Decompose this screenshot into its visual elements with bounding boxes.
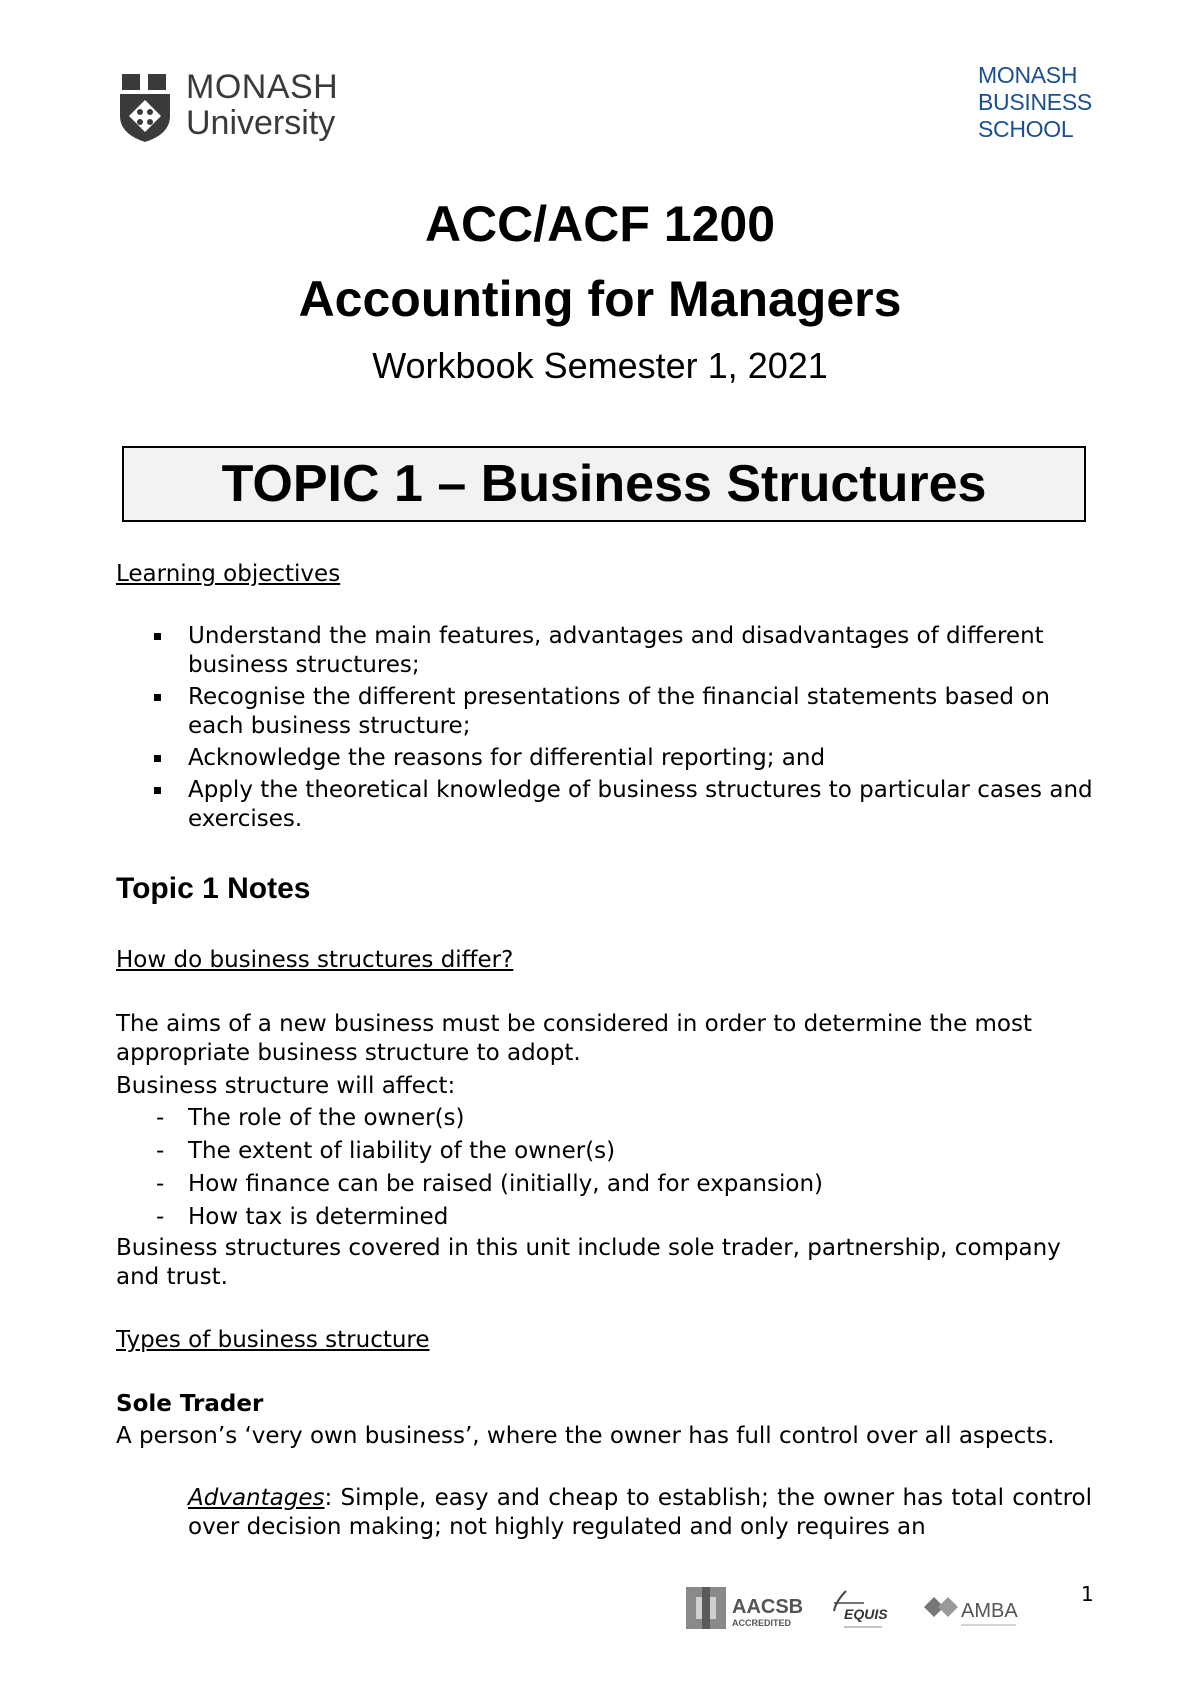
list-item	[150, 622, 1110, 680]
dash-bullet-icon: -	[156, 1204, 165, 1230]
sole-trader-heading: Sole Trader	[116, 1391, 264, 1417]
advantages-label: Advantages	[188, 1485, 325, 1511]
objective-text: Acknowledge the reasons for differential reporting; and	[188, 745, 826, 771]
affect-item-text: The extent of liability of the owner(s)	[188, 1138, 616, 1164]
differ-subheading: How do business structures differ?	[116, 947, 514, 973]
dash-bullet-icon: -	[156, 1171, 165, 1197]
logo-text-university: University	[186, 104, 336, 142]
monash-crest-icon	[116, 72, 174, 144]
aacsb-text: AACSB	[732, 1596, 804, 1618]
topic-banner: TOPIC 1 – Business Structures	[122, 446, 1086, 522]
bullet-icon	[154, 633, 161, 640]
list-item	[150, 1170, 823, 1199]
course-name: Accounting for Managers	[298, 271, 902, 327]
workbook-subtitle: Workbook Semester 1, 2021	[372, 345, 828, 386]
bullet-icon	[154, 755, 161, 762]
page-number: 1	[1081, 1582, 1094, 1606]
learning-objectives-heading: Learning objectives	[116, 561, 341, 587]
affect-item-text: How tax is determined	[188, 1204, 449, 1230]
business-school-logo	[978, 62, 1118, 143]
advantages-text: : Simple, easy and cheap to establish; the owner has total control over decision making; not highly regulated and only requires an	[188, 1485, 1092, 1540]
accreditation-logos	[686, 1585, 1038, 1633]
bullet-icon	[154, 787, 161, 794]
aims-paragraph: The aims of a new business must be considered in order to determine the most appropriate business structure to adopt.	[116, 1011, 1033, 1066]
sole-trader-definition: A person’s ‘very own business’, where the owner has full control over all aspects.	[116, 1423, 1055, 1449]
logo-text-monash: MONASH	[186, 68, 339, 106]
list-item	[150, 1137, 823, 1166]
objective-text: Understand the main features, advantages and disadvantages of different business structures;	[188, 623, 1044, 678]
advantages-paragraph	[188, 1484, 1092, 1542]
equis-text: EQUIS	[844, 1606, 888, 1622]
school-logo-line: BUSINESS	[978, 89, 1092, 115]
objective-text: Apply the theoretical knowledge of business structures to particular cases and exercises.	[188, 777, 1093, 832]
affect-item-text: How finance can be raised (initially, and for expansion)	[188, 1171, 823, 1197]
covered-paragraph: Business structures covered in this unit include sole trader, partnership, company and trust.	[116, 1235, 1061, 1290]
affect-intro: Business structure will affect:	[116, 1073, 456, 1099]
accredited-text: ACCREDITED	[732, 1618, 792, 1628]
list-item	[150, 1203, 823, 1232]
equis-logo	[834, 1591, 888, 1627]
list-item	[150, 776, 1110, 834]
topic-notes-heading: Topic 1 Notes	[116, 872, 311, 905]
amba-text: AMBA	[961, 1600, 1018, 1622]
affect-item-text: The role of the owner(s)	[188, 1105, 465, 1131]
types-subheading: Types of business structure	[116, 1327, 430, 1353]
list-item	[150, 744, 1110, 773]
list-item	[150, 683, 1110, 741]
course-code: ACC/ACF 1200	[424, 196, 776, 252]
dash-bullet-icon: -	[156, 1138, 165, 1164]
school-logo-line: SCHOOL	[978, 116, 1074, 142]
aacsb-logo	[686, 1587, 803, 1629]
affect-list	[150, 1104, 823, 1236]
school-logo-line: MONASH	[978, 62, 1078, 88]
bullet-icon	[154, 694, 161, 701]
monash-university-logo	[116, 68, 366, 158]
objective-text: Recognise the different presentations of the financial statements based on each business structure;	[188, 684, 1050, 739]
dash-bullet-icon: -	[156, 1105, 165, 1131]
list-item	[150, 1104, 823, 1133]
objectives-list	[150, 622, 1110, 837]
amba-logo	[924, 1597, 1018, 1625]
